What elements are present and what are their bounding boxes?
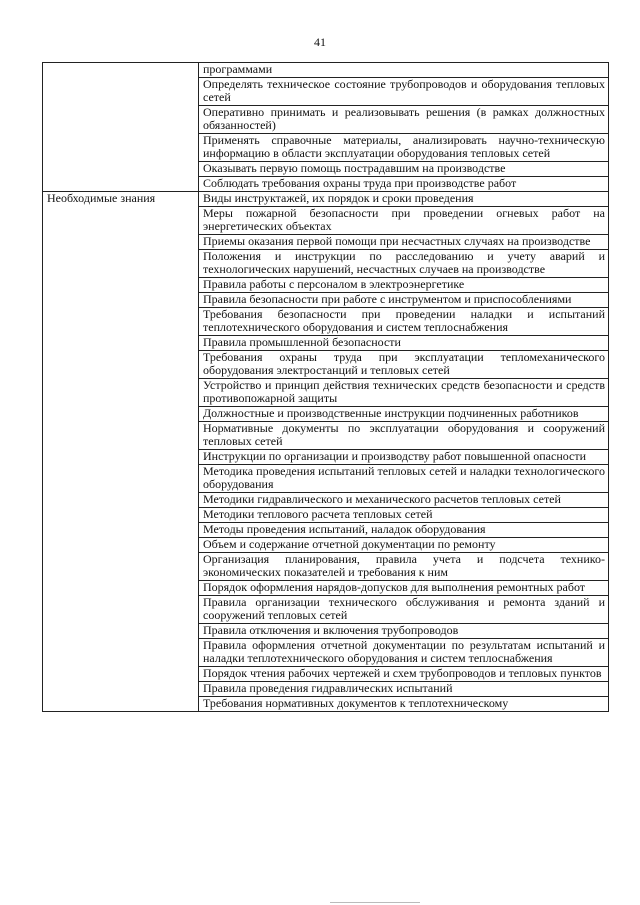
knowledge-item: Виды инструктажей, их порядок и сроки проведения	[199, 192, 609, 207]
knowledge-item: Требования безопасности при проведении наладки и испытаний теплотехнического оборудования и систем теплоснабжения	[199, 308, 609, 336]
knowledge-item: Правила отключения и включения трубопроводов	[199, 624, 609, 639]
skill-item: Соблюдать требования охраны труда при производстве работ	[199, 177, 609, 192]
knowledge-item: Требования охраны труда при эксплуатации тепломеханического оборудования электростанций и тепловых сетей	[199, 351, 609, 379]
knowledge-item: Правила промышленной безопасности	[199, 336, 609, 351]
requirements-table-body	[43, 63, 609, 712]
skill-item: Оперативно принимать и реализовывать решения (в рамках должностных обязанностей)	[199, 106, 609, 134]
skill-item: Определять техническое состояние трубопроводов и оборудования тепловых сетей	[199, 78, 609, 106]
knowledge-item: Методики теплового расчета тепловых сетей	[199, 508, 609, 523]
knowledge-item: Методики гидравлического и механического расчетов тепловых сетей	[199, 493, 609, 508]
knowledge-item: Положения и инструкции по расследованию и учету аварий и технологических нарушений, несчастных случаев на производстве	[199, 250, 609, 278]
knowledge-item: Порядок чтения рабочих чертежей и схем трубопроводов и тепловых пунктов	[199, 667, 609, 682]
table-row	[43, 63, 609, 78]
knowledge-item: Правила проведения гидравлических испытаний	[199, 682, 609, 697]
knowledge-item: Меры пожарной безопасности при проведении огневых работ на энергетических объектах	[199, 207, 609, 235]
skill-item: программами	[199, 63, 609, 78]
knowledge-item: Правила работы с персоналом в электроэнергетике	[199, 278, 609, 293]
category-cell-empty	[43, 63, 199, 192]
knowledge-item: Инструкции по организации и производству работ повышенной опасности	[199, 450, 609, 465]
knowledge-item: Правила организации технического обслуживания и ремонта зданий и сооружений тепловых сетей	[199, 596, 609, 624]
knowledge-item: Методы проведения испытаний, наладок оборудования	[199, 523, 609, 538]
knowledge-item: Порядок оформления нарядов-допусков для выполнения ремонтных работ	[199, 581, 609, 596]
page-number: 41	[314, 35, 326, 49]
table-row	[43, 192, 609, 207]
knowledge-item: Организация планирования, правила учета и подсчета технико-экономических показателей и требования к ним	[199, 553, 609, 581]
knowledge-item: Приемы оказания первой помощи при несчастных случаях на производстве	[199, 235, 609, 250]
knowledge-item: Требования нормативных документов к теплотехническому	[199, 697, 609, 712]
category-cell-knowledge: Необходимые знания	[43, 192, 199, 712]
knowledge-item: Объем и содержание отчетной документации по ремонту	[199, 538, 609, 553]
skill-item: Оказывать первую помощь пострадавшим на производстве	[199, 162, 609, 177]
scan-edge-line	[330, 902, 420, 903]
knowledge-item: Методика проведения испытаний тепловых сетей и наладки технологического оборудования	[199, 465, 609, 493]
knowledge-item: Правила безопасности при работе с инструментом и приспособлениями	[199, 293, 609, 308]
knowledge-item: Правила оформления отчетной документации по результатам испытаний и наладки теплотехнического оборудования и систем теплоснабжения	[199, 639, 609, 667]
knowledge-item: Устройство и принцип действия технических средств безопасности и средств противопожарной защиты	[199, 379, 609, 407]
skill-item: Применять справочные материалы, анализировать научно-техническую информацию в области эксплуатации оборудования тепловых сетей	[199, 134, 609, 162]
knowledge-item: Нормативные документы по эксплуатации оборудования и сооружений тепловых сетей	[199, 422, 609, 450]
requirements-table	[42, 62, 609, 712]
knowledge-item: Должностные и производственные инструкции подчиненных работников	[199, 407, 609, 422]
